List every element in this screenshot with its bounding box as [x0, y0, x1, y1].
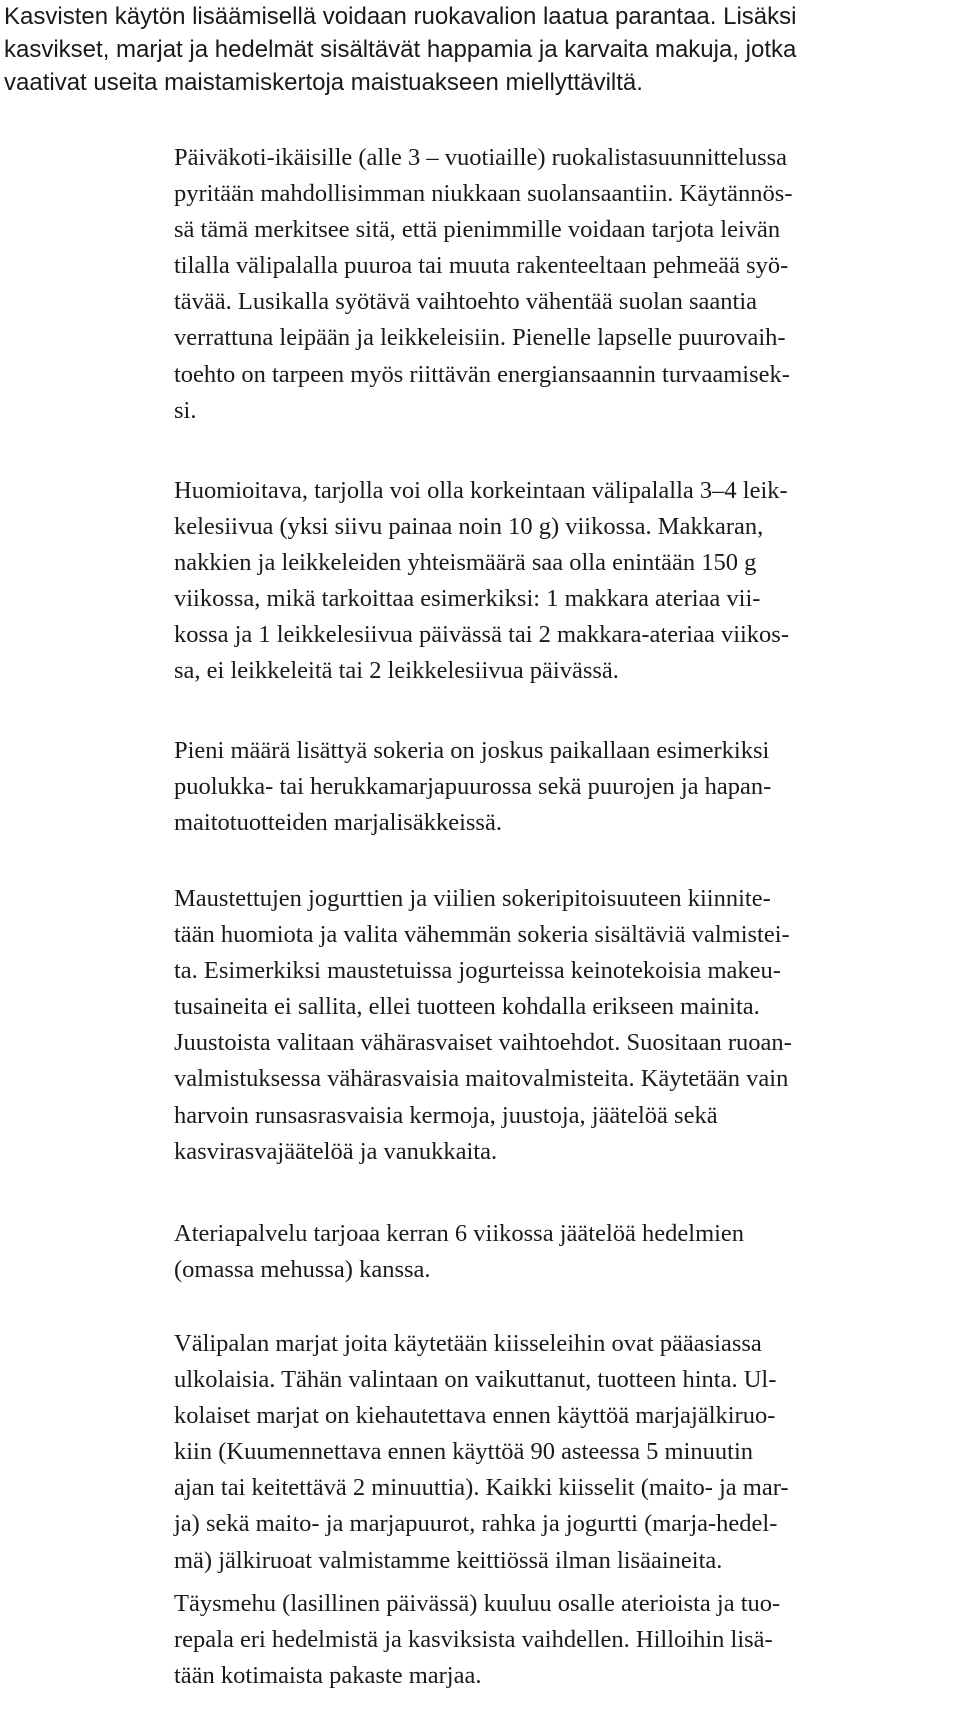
text-line: valmistuksessa vähärasvaisia maitovalmisteita. Käytetään vain [174, 1065, 789, 1093]
text-line: repala eri hedelmistä ja kasviksista vaihdellen. Hilloihin lisä- [174, 1626, 773, 1654]
text-line: Välipalan marjat joita käytetään kiisseleihin ovat pääasiassa [174, 1330, 762, 1357]
text-line: Kasvisten käytön lisäämisellä voidaan ruokavalion laatua parantaa. Lisäksi [4, 3, 797, 30]
text-line: tusaineita ei sallita, ellei tuotteen kohdalla erikseen mainita. [174, 993, 760, 1021]
text-line: sa, ei leikkeleitä tai 2 leikkelesiivua päivässä. [174, 657, 619, 685]
paragraph-added-sugar [174, 733, 954, 841]
text-line: Päiväkoti-ikäisille (alle 3 – vuotiaille) ruokalistasuunnittelussa [174, 144, 788, 171]
text-line: ajan tai keitettävä 2 minuuttia). Kaikki kiisselit (maito- ja mar- [174, 1474, 789, 1502]
text-line: pyritään mahdollisimman niukkaan suolansaantiin. Käytännös- [174, 180, 793, 208]
text-line: tään huomiota ja valita vähemmän sokeria sisältäviä valmistei- [174, 921, 790, 949]
text-line: si. [174, 396, 197, 424]
text-line: toehto on tarpeen myös riittävän energiansaannin turvaamisek- [174, 360, 790, 388]
text-line: tävää. Lusikalla syötävä vaihtoehto vähentää suolan saantia [174, 288, 758, 316]
text-line: nakkien ja leikkeleiden yhteismäärä saa olla enintään 150 g [174, 549, 757, 577]
text-line: Juustoista valitaan vähärasvaiset vaihtoehdot. Suositaan ruoan- [174, 1029, 792, 1057]
text-line: kossa ja 1 leikkelesiivua päivässä tai 2 makkara-ateriaa viikos- [174, 621, 790, 649]
text-line: mä) jälkiruoat valmistamme keittiössä ilman lisäaineita. [174, 1546, 723, 1574]
text-line: maitotuotteiden marjalisäkkeissä. [174, 809, 502, 837]
intro-paragraph [4, 0, 954, 99]
paragraph-dairy [174, 881, 954, 1170]
text-line: Maustettujen jogurttien ja viilien sokeripitoisuuteen kiinnite- [174, 885, 771, 912]
text-line: ta. Esimerkiksi maustetuissa jogurteissa keinotekoisia makeu- [174, 957, 781, 985]
text-line: (omassa mehussa) kanssa. [174, 1256, 431, 1284]
text-line: Huomioitava, tarjolla voi olla korkeintaan välipalalla 3–4 leik- [174, 477, 788, 504]
text-line: ja) sekä maito- ja marjapuurot, rahka ja jogurtti (marja-hedel- [174, 1510, 778, 1538]
text-line: kelesiivua (yksi siivu painaa noin 10 g) viikossa. Makkaran, [174, 513, 764, 541]
text-line: kasvirasvajäätelöä ja vanukkaita. [174, 1137, 498, 1165]
text-line: kiin (Kuumennettava ennen käyttöä 90 asteessa 5 minuutin [174, 1438, 754, 1466]
text-line: vaativat useita maistamiskertoja maistuakseen miellyttäviltä. [4, 69, 643, 96]
text-line: kolaiset marjat on kiehautettava ennen käyttöä marjajälkiruo- [174, 1402, 776, 1430]
text-line: ulkolaisia. Tähän valintaan on vaikuttanut, tuotteen hinta. Ul- [174, 1366, 777, 1394]
text-line: tilalla välipalalla puuroa tai muuta rakenteeltaan pehmeää syö- [174, 252, 789, 280]
text-line: puolukka- tai herukkamarjapuurossa sekä puurojen ja hapan- [174, 773, 772, 801]
text-line: sä tämä merkitsee sitä, että pienimmille voidaan tarjota leivän [174, 216, 781, 244]
text-line: harvoin runsasrasvaisia kermoja, juustoja, jäätelöä sekä [174, 1101, 718, 1129]
text-line: viikossa, mikä tarkoittaa esimerkiksi: 1 makkara ateriaa vii- [174, 585, 761, 613]
paragraph-ice-cream [174, 1216, 954, 1288]
text-line: verrattuna leipään ja leikkeleisiin. Pienelle lapselle puurovaih- [174, 324, 786, 352]
text-line: Täysmehu (lasillinen päivässä) kuuluu osalle aterioista ja tuo- [174, 1590, 781, 1617]
paragraph-salt-intake [174, 140, 954, 429]
text-line: Pieni määrä lisättyä sokeria on joskus paikallaan esimerkiksi [174, 737, 770, 764]
paragraph-berries [174, 1326, 954, 1579]
paragraph-cold-cuts [174, 473, 954, 690]
text-line: tään kotimaista pakaste marjaa. [174, 1662, 482, 1690]
text-line: kasvikset, marjat ja hedelmät sisältävät happamia ja karvaita makuja, jotka [4, 36, 797, 63]
paragraph-juice [174, 1586, 954, 1694]
text-line: Ateriapalvelu tarjoaa kerran 6 viikossa jäätelöä hedelmien [174, 1220, 745, 1247]
